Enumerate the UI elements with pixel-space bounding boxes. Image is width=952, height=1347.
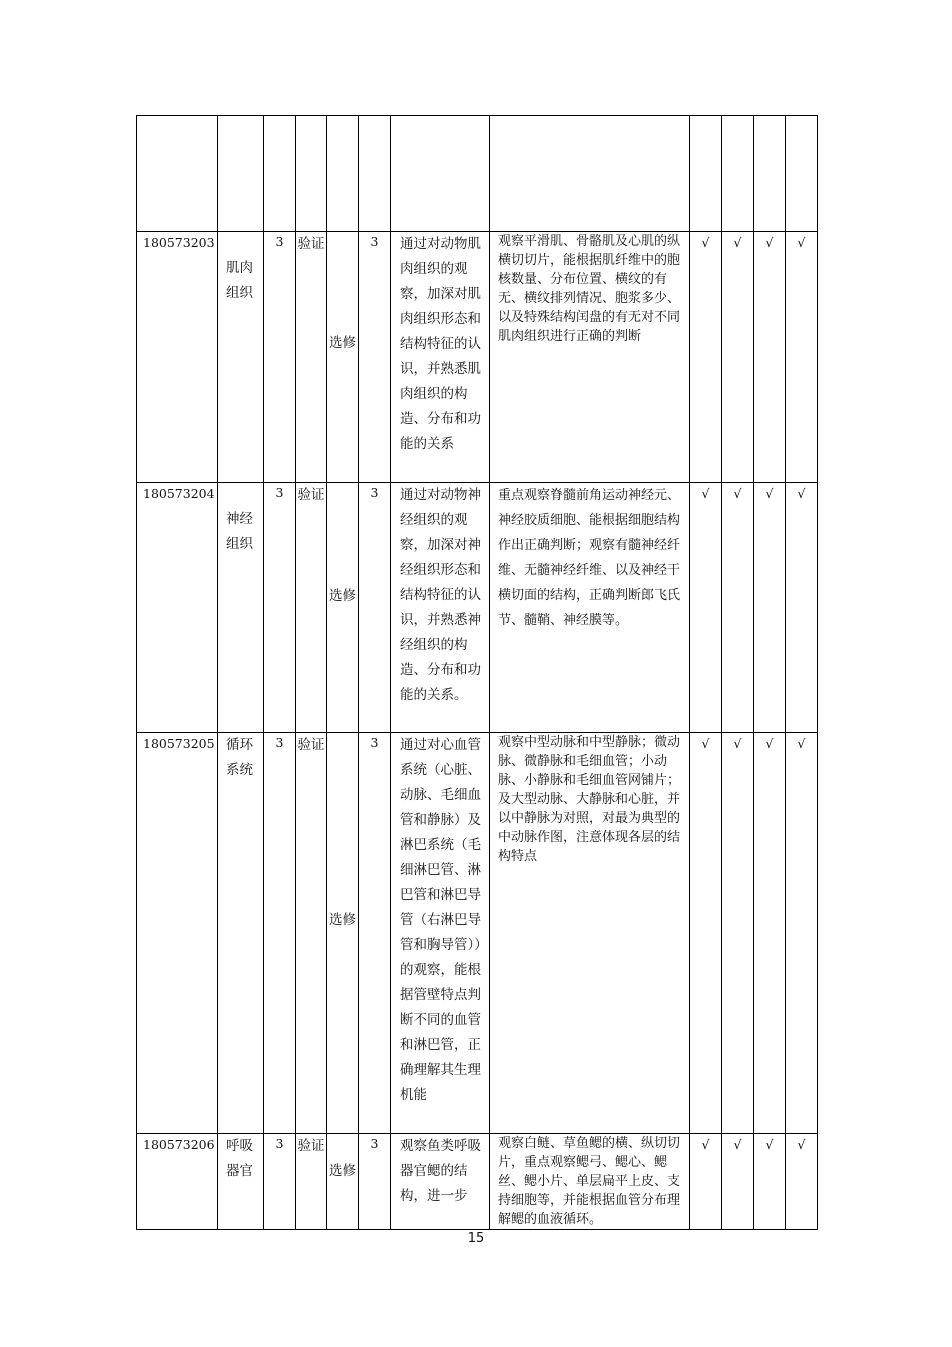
group-size: 3 — [359, 1134, 391, 1230]
experiment-type: 验证 — [296, 1134, 327, 1230]
check-mark: √ — [786, 483, 818, 733]
check-mark: √ — [786, 1134, 818, 1230]
experiment-code: 180573204 — [137, 483, 218, 733]
table-row — [137, 483, 818, 733]
group-size: 3 — [359, 733, 391, 1134]
table-row — [137, 232, 818, 483]
experiment-type: 验证 — [296, 733, 327, 1134]
experiment-goal: 通过对动物神经组织的观察，加深对神经组织形态和结构特征的认识，并熟悉神经组织的构造、分布和功能的关系。 — [391, 483, 490, 733]
experiment-code: 180573205 — [137, 733, 218, 1134]
group-size: 3 — [359, 232, 391, 483]
experiment-requirement: 观察平滑肌、骨骼肌及心肌的纵横切切片，能根据肌纤维中的胞核数量、分布位置、横纹的有无、横纹排列情况、胞浆多少、以及特殊结构闰盘的有无对不同肌肉组织进行正确的判断 — [490, 232, 690, 483]
check-mark: √ — [754, 733, 786, 1134]
experiment-type: 验证 — [296, 232, 327, 483]
experiment-requirement: 观察白鲢、草鱼鳃的横、纵切切片，重点观察鳃弓、鳃心、鳃丝、鳃小片、单层扁平上皮、支持细胞等，并能根据血管分布理解鳃的血液循环。 — [490, 1134, 690, 1230]
check-mark: √ — [690, 232, 722, 483]
credit-hours: 3 — [264, 1134, 296, 1230]
experiment-name: 呼吸器官 — [218, 1134, 264, 1230]
elective-label: 选修 — [329, 588, 356, 604]
experiment-requirement: 观察中型动脉和中型静脉；微动脉、微静脉和毛细血管；小动脉、小静脉和毛细血管网铺片；及大型动脉、大静脉和心脏，并以中静脉为对照，对最为典型的中动脉作图，注意体现各层的结构特点 — [490, 733, 690, 1134]
credit-hours: 3 — [264, 232, 296, 483]
check-mark: √ — [754, 232, 786, 483]
experiment-goal: 通过对心血管系统（心脏、动脉、毛细血管和静脉）及淋巴系统（毛细淋巴管、淋巴管和淋巴导管（右淋巴导管和胸导管））的观察，能根据管壁特点判断不同的血管和淋巴管，正确理解其生理机能 — [391, 733, 490, 1134]
experiment-code: 180573206 — [137, 1134, 218, 1230]
check-mark: √ — [786, 733, 818, 1134]
table-row — [137, 1134, 818, 1230]
check-mark: √ — [786, 232, 818, 483]
check-mark: √ — [754, 1134, 786, 1230]
experiment-requirement: 重点观察脊髓前角运动神经元、神经胶质细胞、能根据细胞结构作出正确判断；观察有髓神经纤维、无髓神经纤维、以及神经干横切面的结构，正确判断郎飞氏节、髓鞘、神经膜等。 — [490, 483, 690, 733]
check-mark: √ — [690, 483, 722, 733]
check-mark: √ — [722, 232, 754, 483]
check-mark: √ — [754, 483, 786, 733]
group-size: 3 — [359, 483, 391, 733]
experiment-goal: 通过对动物肌肉组织的观察，加深对肌肉组织形态和结构特征的认识，并熟悉肌肉组织的构造、分布和功能的关系 — [391, 232, 490, 483]
experiment-name: 循环系统 — [218, 733, 264, 1134]
check-mark: √ — [722, 1134, 754, 1230]
credit-hours: 3 — [264, 483, 296, 733]
table-row — [137, 733, 818, 1134]
experiment-code: 180573203 — [137, 232, 218, 483]
check-mark: √ — [722, 483, 754, 733]
elective-label: 选修 — [329, 335, 356, 351]
table-row-continued — [137, 116, 818, 232]
check-mark: √ — [690, 733, 722, 1134]
elective-label: 选修 — [329, 1163, 356, 1179]
check-mark: √ — [690, 1134, 722, 1230]
experiment-goal: 观察鱼类呼吸器官鳃的结构，进一步 — [391, 1134, 490, 1230]
experiment-type: 验证 — [296, 483, 327, 733]
credit-hours: 3 — [264, 733, 296, 1134]
experiment-table — [136, 115, 818, 1230]
check-mark: √ — [722, 733, 754, 1134]
page-number: 15 — [467, 1231, 485, 1246]
experiment-name: 神经组织 — [226, 511, 253, 552]
experiment-name: 肌肉组织 — [226, 260, 253, 301]
elective-label: 选修 — [329, 912, 356, 928]
